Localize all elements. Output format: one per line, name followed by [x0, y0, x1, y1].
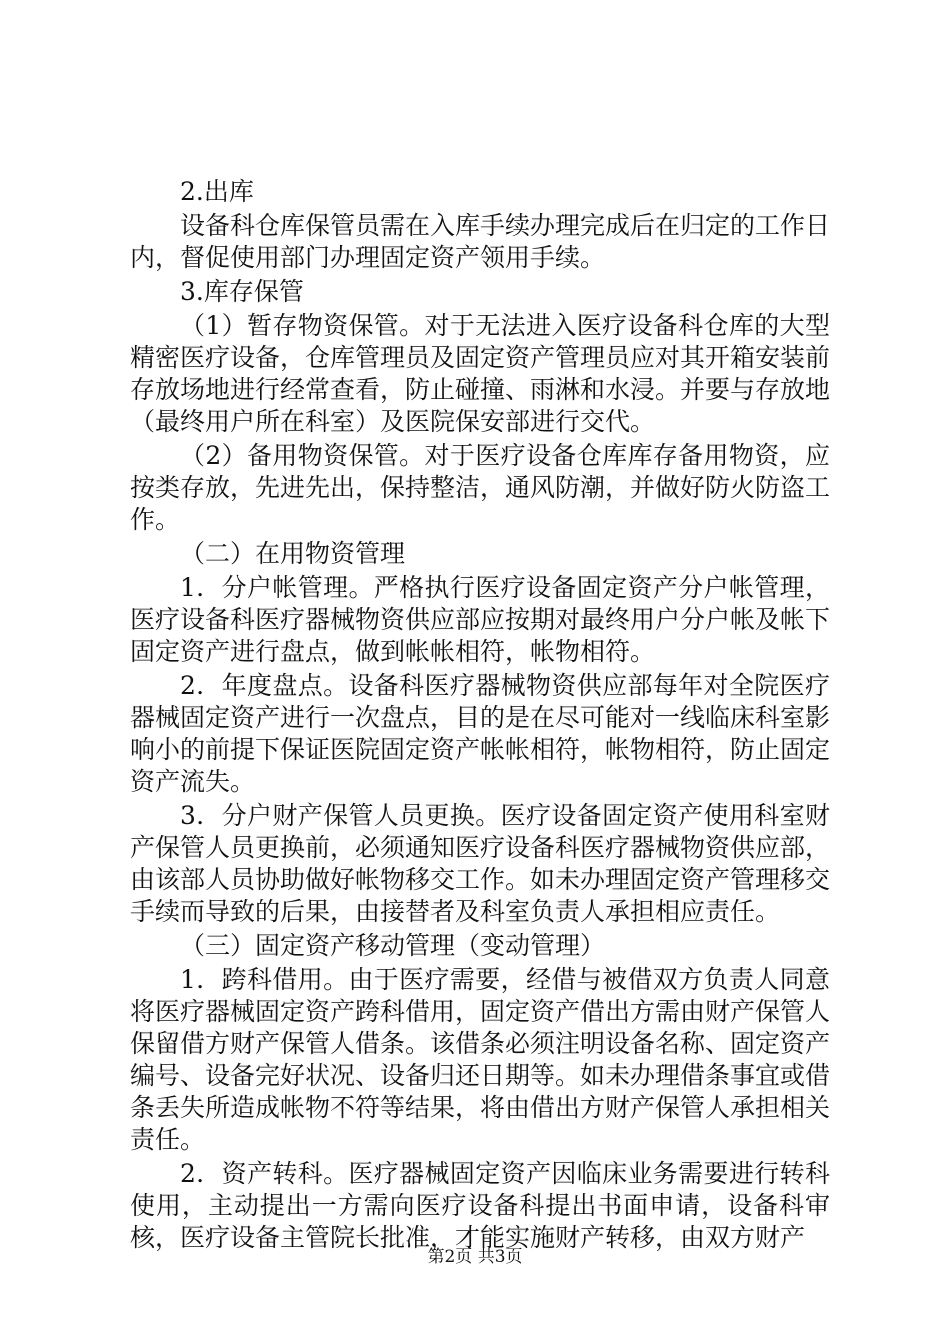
paragraph-asset-transfer: 2．资产转科。医疗器械固定资产因临床业务需要进行转科使用，主动提出一方需向医疗设备科提出书面申请，设备科审核，医疗设备主管院长批准，才能实施财产转移，由双方财产 — [130, 1159, 830, 1252]
document-body — [130, 176, 830, 1256]
paragraph-outbound: 设备科仓库保管员需在入库手续办理完成后在归定的工作日内，督促使用部门办理固定资产领用手续。 — [130, 211, 831, 272]
paragraph-custodian-change: 3．分户财产保管人员更换。医疗设备固定资产使用科室财产保管人员更换前，必须通知医疗设备科医疗器械物资供应部，由该部人员协助做好帐物移交工作。如未办理固定资产管理移交手续而导致的后果，由接替者及科室负责人承担相应责任。 — [130, 801, 831, 926]
section-heading-transfer: （三）固定资产移动管理（变动管理） — [180, 931, 606, 960]
section-heading-outbound: 2.出库 — [180, 177, 254, 206]
paragraph-spare-storage: （2）备用物资保管。对于医疗设备仓库库存备用物资，应按类存放，先进先出，保持整洁，通风防潮，并做好防火防盗工作。 — [130, 441, 831, 534]
paragraph-account-management: 1．分户帐管理。严格执行医疗设备固定资产分户帐管理，医疗设备科医疗器械物资供应部应按期对最终用户分户帐及帐下固定资产进行盘点，做到帐帐相符，帐物相符。 — [130, 573, 831, 666]
paragraph-annual-inventory: 2．年度盘点。设备科医疗器械物资供应部每年对全院医疗器械固定资产进行一次盘点，目的是在尽可能对一线临床科室影响小的前提下保证医院固定资产帐帐相符，帐物相符，防止固定资产流失。 — [130, 671, 831, 796]
paragraph-cross-department-loan: 1．跨科借用。由于医疗需要，经借与被借双方负责人同意将医疗器械固定资产跨科借用，固定资产借出方需由财产保管人保留借方财产保管人借条。该借条必须注明设备名称、固定资产编号、设备完好状况、设备归还日期等。如未办理借条事宜或借条丢失所造成帐物不符等结果，将由借出方财产保管人承担相关责任。 — [130, 965, 831, 1154]
paragraph-temporary-storage: （1）暂存物资保管。对于无法进入医疗设备科仓库的大型精密医疗设备，仓库管理员及固定资产管理员应对其开箱安装前存放场地进行经常查看，防止碰撞、雨淋和水浸。并要与存放地（最终用户所在科室）及医院保安部进行交代。 — [130, 311, 831, 436]
section-heading-in-use: （二）在用物资管理 — [180, 539, 406, 568]
section-heading-inventory: 3.库存保管 — [180, 277, 304, 306]
page-number-footer: 第2页 共3页 — [427, 1247, 523, 1267]
